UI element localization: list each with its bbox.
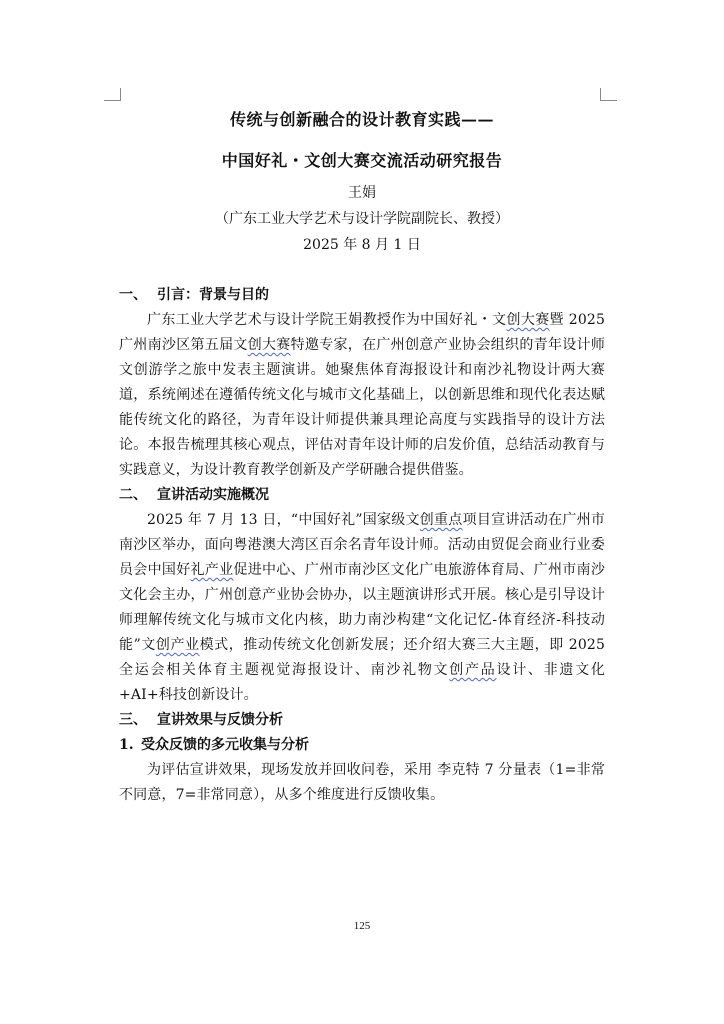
crop-mark-top-right (600, 88, 617, 101)
text-run: 模式，推动传统文化创新发展；还介绍大赛三大主题，即 2025 全运会相关体育主题视觉海报设计、南沙礼物文 (119, 637, 606, 678)
section-title: 宣讲效果与反馈分析 (157, 712, 283, 728)
section-heading-1 (119, 283, 605, 308)
date: 2025 年 8 月 1 日 (303, 237, 421, 253)
subsection-title: 受众反馈的多元收集与分析 (141, 737, 309, 753)
paragraph-intro (119, 308, 605, 483)
section-heading-2 (119, 483, 605, 508)
section-title: 引言：背景与目的 (157, 287, 269, 303)
title-line-2: 中国好礼・文创大赛交流活动研究报告 (221, 151, 503, 170)
text-run: 暨 2025 广州南沙区第五届文 (119, 312, 606, 353)
text-run: 广东工业大学艺术与设计学院王娟教授作为中国好礼・文 (147, 312, 507, 328)
affiliation: （广东工业大学艺术与设计学院副院长、教授） (215, 211, 509, 227)
text-run: 2025 年 7 月 13 日，“中国好礼”国家级文 (147, 512, 420, 528)
spellcheck-underlined-text: 礼产业 (190, 562, 234, 578)
text-run: 特邀专家，在广州创意产业协会组织的青年设计师文创游学之旅中发表主题演讲。她聚焦体育海报设计和南沙礼物设计两大赛道，系统阐述在遵循传统文化与城市文化基础上，以创新思维和现代化表达赋能传统文化的路径，为青年设计师提供兼具理论高度与实践指导的设计方法论。本报告梳理其核心观点，评估对青年设计师的启发价值，总结活动教育与实践意义，为设计教育教学创新及产学研融合提供借鉴。 (119, 337, 605, 478)
page-number: 125 (353, 920, 371, 932)
spellcheck-underlined-text: 创产品 (449, 662, 497, 678)
spellcheck-underlined-text: 创大赛 (506, 312, 550, 328)
spellcheck-underlined-text: 创重点 (419, 512, 463, 528)
subsection-number: 1. (119, 737, 134, 753)
body-text (119, 283, 605, 808)
spellcheck-underlined-text: 创产业 (155, 637, 200, 653)
spellcheck-underlined-text: 创大赛 (247, 337, 291, 353)
section-number: 二、 (119, 487, 147, 503)
author: 王娟 (348, 185, 376, 201)
text-run: 设计、非遗文化+AI+科技创新设计。 (119, 662, 605, 703)
section-title: 宣讲活动实施概况 (157, 487, 269, 503)
paragraph-feedback (119, 758, 605, 808)
section-number: 一、 (119, 287, 147, 303)
subsection-heading-1 (119, 733, 605, 758)
crop-mark-top-left (104, 88, 121, 101)
title-line-1: 传统与创新融合的设计教育实践—— (229, 110, 494, 129)
text-run: 为评估宣讲效果，现场发放并回收问卷，采用 李克特 7 分量表（1=非常不同意，7=非常同意），从多个维度进行反馈收集。 (119, 762, 605, 803)
text-run: 项目宣讲活动在广州市南沙区举办，面向粤港澳大湾区百余名青年设计师。活动由贸促会商业行业委员会中国好 (119, 512, 605, 578)
section-heading-3 (119, 708, 605, 733)
section-number: 三、 (119, 712, 147, 728)
text-run: 促进中心、广州市南沙区文化广电旅游体育局、广州市南沙文化会主办，广州创意产业协会协办，以主题演讲形式开展。核心是引导设计师理解传统文化与城市文化内核，助力南沙构建“文化记忆-体育经济-科技动能”文 (119, 562, 606, 653)
paragraph-overview (119, 508, 605, 708)
